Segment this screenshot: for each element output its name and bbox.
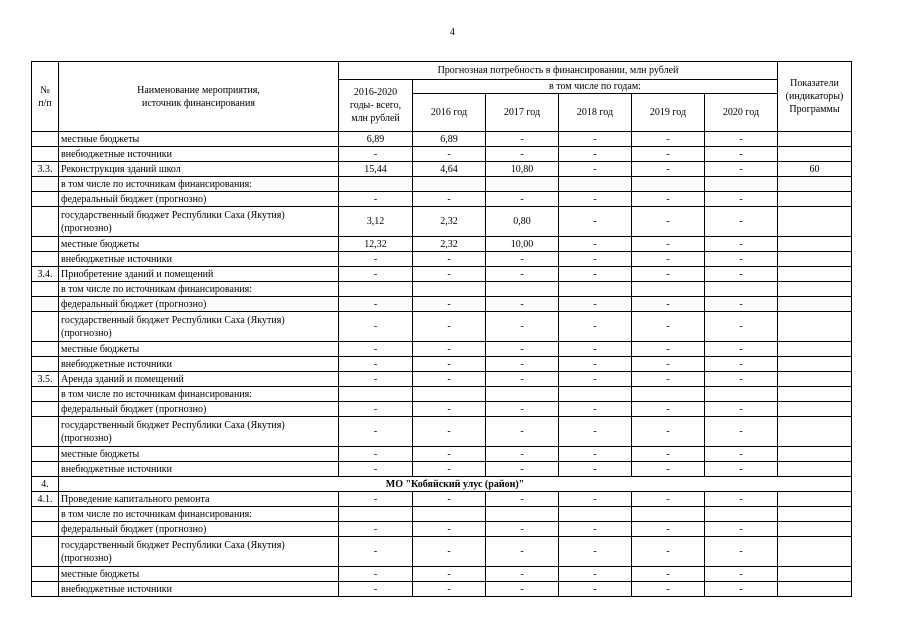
cell-year-value: - <box>486 147 559 162</box>
cell-year-value: - <box>632 447 705 462</box>
cell-total: - <box>339 312 413 342</box>
cell-year-value: - <box>559 417 632 447</box>
cell-total: - <box>339 537 413 567</box>
header-year: 2016 год <box>413 94 486 132</box>
row-num <box>32 537 59 567</box>
table-row <box>32 582 852 597</box>
page-number: 4 <box>450 27 455 38</box>
cell-year-value <box>559 387 632 402</box>
row-num <box>32 177 59 192</box>
row-name: местные бюджеты <box>59 567 339 582</box>
cell-year-value: - <box>486 357 559 372</box>
cell-year-value: - <box>632 537 705 567</box>
cell-year-value: - <box>413 417 486 447</box>
row-num <box>32 567 59 582</box>
cell-year-value: - <box>632 132 705 147</box>
cell-year-value: - <box>705 447 778 462</box>
cell-year-value <box>559 177 632 192</box>
table-row <box>32 252 852 267</box>
row-name: в том числе по источникам финансирования: <box>59 177 339 192</box>
row-name: федеральный бюджет (прогнозно) <box>59 192 339 207</box>
section-title: МО "Кобяйский улус (район)" <box>59 477 852 492</box>
table-row <box>32 312 852 342</box>
cell-year-value: 0,80 <box>486 207 559 237</box>
row-name: местные бюджеты <box>59 342 339 357</box>
cell-year-value: - <box>705 462 778 477</box>
row-num: 4.1. <box>32 492 59 507</box>
cell-year-value: - <box>413 192 486 207</box>
header-by-years: в том числе по годам: <box>413 80 778 94</box>
row-name: местные бюджеты <box>59 237 339 252</box>
table-row <box>32 132 852 147</box>
cell-indicator <box>778 447 852 462</box>
cell-indicator <box>778 132 852 147</box>
cell-year-value: - <box>705 267 778 282</box>
cell-year-value: - <box>705 237 778 252</box>
row-num <box>32 297 59 312</box>
cell-total: - <box>339 267 413 282</box>
cell-year-value: - <box>632 522 705 537</box>
cell-year-value: - <box>413 297 486 312</box>
cell-year-value: - <box>559 267 632 282</box>
cell-indicator <box>778 462 852 477</box>
row-name: государственный бюджет Республики Саха (Якутия) (прогнозно) <box>59 312 339 342</box>
table-row <box>32 507 852 522</box>
cell-indicator <box>778 342 852 357</box>
row-num <box>32 462 59 477</box>
cell-year-value: 4,64 <box>413 162 486 177</box>
cell-year-value <box>559 507 632 522</box>
row-name: Приобретение зданий и помещений <box>59 267 339 282</box>
table-row <box>32 282 852 297</box>
cell-year-value: - <box>705 207 778 237</box>
row-num: 3.4. <box>32 267 59 282</box>
cell-year-value: - <box>632 162 705 177</box>
header-forecast: Прогнозная потребность в финансировании, млн рублей <box>339 62 778 80</box>
row-name: внебюджетные источники <box>59 462 339 477</box>
cell-total: - <box>339 147 413 162</box>
cell-year-value: - <box>413 567 486 582</box>
cell-year-value: - <box>559 147 632 162</box>
cell-year-value: 10,00 <box>486 237 559 252</box>
cell-year-value: - <box>632 357 705 372</box>
cell-year-value: - <box>413 267 486 282</box>
row-num <box>32 312 59 342</box>
cell-year-value: - <box>486 132 559 147</box>
cell-year-value: - <box>705 522 778 537</box>
cell-year-value: - <box>559 372 632 387</box>
cell-year-value: - <box>486 462 559 477</box>
table-row <box>32 372 852 387</box>
cell-year-value: - <box>559 357 632 372</box>
cell-year-value <box>486 282 559 297</box>
cell-year-value <box>705 177 778 192</box>
cell-year-value <box>705 282 778 297</box>
cell-year-value: - <box>413 312 486 342</box>
cell-year-value: - <box>705 147 778 162</box>
row-name: местные бюджеты <box>59 132 339 147</box>
cell-year-value <box>632 177 705 192</box>
cell-year-value: - <box>486 342 559 357</box>
cell-year-value: - <box>413 252 486 267</box>
cell-year-value: - <box>705 492 778 507</box>
cell-indicator <box>778 582 852 597</box>
cell-year-value: - <box>413 342 486 357</box>
header-year: 2019 год <box>632 94 705 132</box>
table-row <box>32 207 852 237</box>
cell-indicator <box>778 192 852 207</box>
cell-indicator <box>778 177 852 192</box>
cell-total: - <box>339 522 413 537</box>
row-name: местные бюджеты <box>59 447 339 462</box>
table-row <box>32 447 852 462</box>
cell-total: - <box>339 462 413 477</box>
cell-year-value: - <box>705 342 778 357</box>
cell-year-value: - <box>632 207 705 237</box>
row-num <box>32 192 59 207</box>
cell-year-value: - <box>632 567 705 582</box>
row-name: в том числе по источникам финансирования: <box>59 507 339 522</box>
cell-indicator <box>778 402 852 417</box>
row-num <box>32 237 59 252</box>
cell-year-value: - <box>413 447 486 462</box>
row-name: государственный бюджет Республики Саха (Якутия) (прогнозно) <box>59 537 339 567</box>
row-name: государственный бюджет Республики Саха (Якутия) (прогнозно) <box>59 207 339 237</box>
cell-year-value: - <box>559 192 632 207</box>
cell-year-value: - <box>413 372 486 387</box>
cell-indicator <box>778 297 852 312</box>
cell-total <box>339 177 413 192</box>
cell-year-value: - <box>705 312 778 342</box>
cell-year-value: - <box>632 297 705 312</box>
row-num <box>32 387 59 402</box>
row-num <box>32 207 59 237</box>
cell-total: - <box>339 252 413 267</box>
row-name: федеральный бюджет (прогнозно) <box>59 522 339 537</box>
header-year: 2017 год <box>486 94 559 132</box>
cell-year-value: - <box>413 357 486 372</box>
cell-year-value <box>486 387 559 402</box>
table-row <box>32 267 852 282</box>
table-row <box>32 567 852 582</box>
cell-indicator <box>778 507 852 522</box>
row-name: внебюджетные источники <box>59 582 339 597</box>
cell-year-value: - <box>632 252 705 267</box>
cell-year-value: - <box>559 582 632 597</box>
cell-year-value: - <box>486 297 559 312</box>
cell-year-value: - <box>486 312 559 342</box>
cell-total: - <box>339 567 413 582</box>
cell-year-value: - <box>486 447 559 462</box>
cell-year-value: - <box>705 252 778 267</box>
cell-year-value <box>632 387 705 402</box>
cell-total: - <box>339 342 413 357</box>
cell-indicator <box>778 417 852 447</box>
cell-year-value: - <box>632 402 705 417</box>
cell-total: - <box>339 192 413 207</box>
table-row <box>32 477 852 492</box>
cell-year-value: - <box>632 237 705 252</box>
cell-year-value <box>413 507 486 522</box>
header-indicators: Показатели (индикаторы) Программы <box>778 62 852 132</box>
cell-year-value <box>486 177 559 192</box>
cell-year-value: - <box>559 567 632 582</box>
cell-year-value: - <box>559 312 632 342</box>
cell-year-value <box>705 507 778 522</box>
row-num <box>32 402 59 417</box>
cell-year-value: - <box>632 312 705 342</box>
table-row <box>32 297 852 312</box>
cell-year-value: 6,89 <box>413 132 486 147</box>
cell-year-value: - <box>559 342 632 357</box>
cell-total: - <box>339 492 413 507</box>
cell-year-value: - <box>632 462 705 477</box>
cell-year-value: - <box>632 147 705 162</box>
cell-year-value: - <box>413 402 486 417</box>
cell-year-value: - <box>559 522 632 537</box>
cell-indicator <box>778 267 852 282</box>
cell-year-value <box>413 177 486 192</box>
row-num: 3.3. <box>32 162 59 177</box>
cell-year-value: - <box>413 147 486 162</box>
cell-indicator <box>778 522 852 537</box>
cell-indicator: 60 <box>778 162 852 177</box>
cell-year-value <box>559 282 632 297</box>
cell-total: 12,32 <box>339 237 413 252</box>
cell-indicator <box>778 312 852 342</box>
cell-year-value: - <box>486 267 559 282</box>
row-name: Аренда зданий и помещений <box>59 372 339 387</box>
row-num <box>32 582 59 597</box>
cell-total: - <box>339 372 413 387</box>
table-row <box>32 537 852 567</box>
cell-year-value: - <box>705 372 778 387</box>
cell-indicator <box>778 492 852 507</box>
header-year: 2020 год <box>705 94 778 132</box>
row-name: в том числе по источникам финансирования: <box>59 387 339 402</box>
header-total: 2016-2020 годы- всего, млн рублей <box>339 80 413 132</box>
cell-year-value: - <box>486 402 559 417</box>
cell-indicator <box>778 357 852 372</box>
row-name: федеральный бюджет (прогнозно) <box>59 297 339 312</box>
cell-indicator <box>778 387 852 402</box>
cell-year-value: - <box>413 492 486 507</box>
table-row <box>32 402 852 417</box>
cell-year-value: - <box>559 297 632 312</box>
row-num <box>32 282 59 297</box>
cell-year-value: - <box>413 582 486 597</box>
cell-year-value: - <box>486 372 559 387</box>
row-num <box>32 357 59 372</box>
row-num: 3.5. <box>32 372 59 387</box>
cell-year-value: - <box>632 192 705 207</box>
table-row <box>32 417 852 447</box>
cell-year-value: - <box>559 237 632 252</box>
row-name: федеральный бюджет (прогнозно) <box>59 402 339 417</box>
cell-year-value: - <box>705 162 778 177</box>
cell-year-value: - <box>705 357 778 372</box>
cell-year-value: - <box>705 417 778 447</box>
cell-indicator <box>778 147 852 162</box>
cell-year-value: - <box>632 372 705 387</box>
cell-indicator <box>778 207 852 237</box>
header-year: 2018 год <box>559 94 632 132</box>
cell-year-value: - <box>705 192 778 207</box>
cell-total: 15,44 <box>339 162 413 177</box>
header-num: № п/п <box>32 62 59 132</box>
row-num <box>32 132 59 147</box>
cell-year-value: 10,80 <box>486 162 559 177</box>
cell-year-value: - <box>559 537 632 567</box>
header-name: Наименование мероприятия, источник финансирования <box>59 62 339 132</box>
cell-year-value: 2,32 <box>413 237 486 252</box>
cell-total: - <box>339 417 413 447</box>
cell-year-value: - <box>705 402 778 417</box>
row-name: внебюджетные источники <box>59 357 339 372</box>
cell-total: - <box>339 447 413 462</box>
cell-year-value: - <box>632 267 705 282</box>
cell-total: - <box>339 402 413 417</box>
cell-year-value: - <box>632 582 705 597</box>
cell-year-value <box>705 387 778 402</box>
cell-year-value: - <box>559 207 632 237</box>
cell-year-value: - <box>705 537 778 567</box>
cell-year-value: - <box>413 522 486 537</box>
cell-total <box>339 387 413 402</box>
row-num <box>32 252 59 267</box>
cell-year-value <box>413 282 486 297</box>
row-num: 4. <box>32 477 59 492</box>
cell-year-value: - <box>559 462 632 477</box>
cell-year-value: - <box>559 132 632 147</box>
row-name: внебюджетные источники <box>59 252 339 267</box>
funding-table <box>31 61 852 597</box>
cell-year-value: - <box>705 297 778 312</box>
cell-total: - <box>339 297 413 312</box>
row-name: Реконструкция зданий школ <box>59 162 339 177</box>
cell-year-value: 2,32 <box>413 207 486 237</box>
cell-indicator <box>778 252 852 267</box>
cell-total <box>339 507 413 522</box>
cell-year-value: - <box>486 252 559 267</box>
cell-year-value <box>632 507 705 522</box>
cell-total: - <box>339 582 413 597</box>
table-row <box>32 522 852 537</box>
cell-year-value: - <box>486 522 559 537</box>
table-row <box>32 192 852 207</box>
cell-year-value: - <box>632 342 705 357</box>
row-num <box>32 522 59 537</box>
cell-year-value: - <box>413 537 486 567</box>
row-num <box>32 342 59 357</box>
table-row <box>32 162 852 177</box>
cell-year-value: - <box>486 492 559 507</box>
row-num <box>32 447 59 462</box>
cell-year-value: - <box>559 162 632 177</box>
cell-year-value: - <box>559 492 632 507</box>
table-row <box>32 492 852 507</box>
cell-indicator <box>778 567 852 582</box>
cell-year-value: - <box>486 567 559 582</box>
cell-indicator <box>778 237 852 252</box>
cell-year-value: - <box>559 252 632 267</box>
table-row <box>32 462 852 477</box>
row-name: государственный бюджет Республики Саха (Якутия) (прогнозно) <box>59 417 339 447</box>
cell-year-value: - <box>486 582 559 597</box>
row-name: в том числе по источникам финансирования: <box>59 282 339 297</box>
cell-year-value: - <box>632 492 705 507</box>
row-num <box>32 507 59 522</box>
cell-indicator <box>778 372 852 387</box>
table-row <box>32 357 852 372</box>
cell-year-value <box>632 282 705 297</box>
table-body <box>32 132 852 597</box>
cell-year-value: - <box>632 417 705 447</box>
table-row <box>32 237 852 252</box>
cell-year-value: - <box>486 537 559 567</box>
cell-year-value <box>413 387 486 402</box>
cell-year-value: - <box>705 132 778 147</box>
cell-indicator <box>778 282 852 297</box>
cell-total: - <box>339 357 413 372</box>
cell-total: 6,89 <box>339 132 413 147</box>
cell-total <box>339 282 413 297</box>
row-name: внебюджетные источники <box>59 147 339 162</box>
row-num <box>32 147 59 162</box>
cell-year-value <box>486 507 559 522</box>
cell-year-value: - <box>705 567 778 582</box>
table-row <box>32 387 852 402</box>
cell-year-value: - <box>559 447 632 462</box>
cell-year-value: - <box>413 462 486 477</box>
table-row <box>32 177 852 192</box>
cell-year-value: - <box>486 417 559 447</box>
table-row <box>32 147 852 162</box>
row-num <box>32 417 59 447</box>
cell-indicator <box>778 537 852 567</box>
table-row <box>32 342 852 357</box>
cell-total: 3,12 <box>339 207 413 237</box>
cell-year-value: - <box>486 192 559 207</box>
cell-year-value: - <box>559 402 632 417</box>
cell-year-value: - <box>705 582 778 597</box>
row-name: Проведение капитального ремонта <box>59 492 339 507</box>
